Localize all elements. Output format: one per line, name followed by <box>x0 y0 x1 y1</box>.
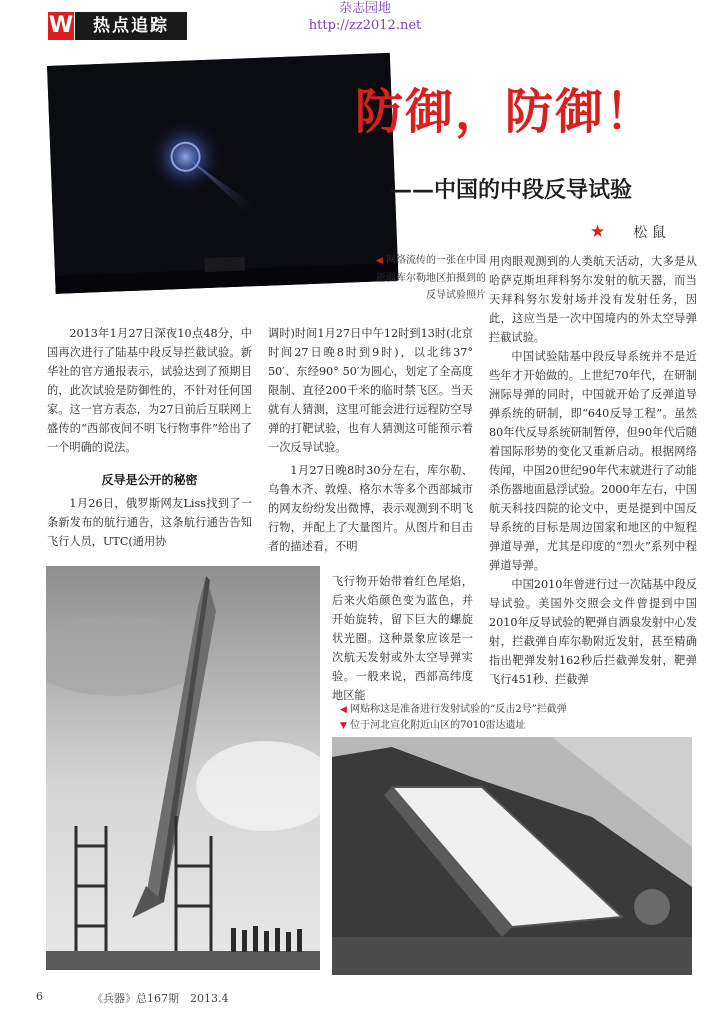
caption-photo1: ◀ 网络流传的一张在中国新疆库尔勒地区拍摄到的反导试验照片 <box>375 255 486 301</box>
column-3 <box>489 252 697 689</box>
caption-photo2: ◀ 网贴称这是准备进行发射试验的“反击2号”拦截弹 <box>340 704 567 715</box>
col2-paragraph-1: 调时)时间1月27日中午12时到13时(北京时间27日晚8时到9时)，以北纬37° 50′、东经90° 50′为圆心，划定了全高度限制、直径200千米的临时禁飞区。当天就有人猜测，这里可能会进行远程防空导弹的打靶试验，也有人猜测这可能预示着一次反导试验。 <box>268 327 473 454</box>
caption-arrow-left-icon: ◀ <box>340 705 347 715</box>
col1-paragraph-2: 1月26日，俄罗斯网友Liss找到了一条新发布的航行通告，这条航行通告告知飞行人员，UTC(通用协 <box>47 497 252 548</box>
source-name: 杂志园地 <box>338 1 391 16</box>
col3-paragraph-2: 中国试验陆基中段反导系统并不是近些年才开始做的。上世纪70年代，在研制洲际导弹的同时，中国就开始了反弹道导弹系统的研制，即“640反导工程”。虽然80年代反导系统研制暂停，但90年代后随着国际形势的变化又重新启动。根据网络传闻，中国20世纪90年代末就进行了动能杀伤器地面悬浮试验。2000年左右，中国航天科技四院的论文中，更是提到中国反导系统的目标是周边国家和地区的中短程弹道导弹，尤其是印度的“烈火”系列中程弹道导弹。 <box>489 350 697 572</box>
missile-photo <box>46 566 320 970</box>
caption-photo3: ▼ 位于河北宣化附近山区的7010雷达遗址 <box>340 720 526 731</box>
star-icon: ★ <box>590 222 606 242</box>
col1-section-heading: 反导是公开的秘密 <box>101 473 198 487</box>
night-sky-photo <box>47 53 398 294</box>
caption-arrow-icon: ◀ <box>375 256 383 266</box>
col1-paragraph-1: 2013年1月27日深夜10点48分，中国再次进行了陆基中段反导拦截试验。新华社的官方通报表示，试验达到了预期目的，此次试验是防御性的，不针对任何国家。这一官方表态，为27日前后互联网上盛传的“西部夜间不明飞行物事件”给出了一个明确的说法。 <box>47 327 252 454</box>
col2-paragraph-2: 1月27日晚8时30分左右，库尔勒、乌鲁木齐、敦煌、格尔木等多个西部城市的网友纷纷发出微博，表示观测到不明飞行物，并配上了大量图片。从图片和目击者的描述看，不明 <box>268 464 473 553</box>
section-badge-name: 热点追踪 <box>75 12 187 40</box>
article-title: 防御，防御！ <box>355 84 656 140</box>
night-sky-image <box>47 53 398 294</box>
page-number: 6 <box>36 990 43 1003</box>
col3-paragraph-3: 中国2010年曾进行过一次陆基中段反导试验。美国外交照会文件曾提到中国2010年反导试验的靶弹自酒泉发射中心发射，拦截弹自库尔勒附近发射，甚至精确指出靶弹发射162秒后拦截弹发射，靶弹飞行451秒、拦截弹 <box>489 578 697 686</box>
column-2-continued <box>332 572 473 705</box>
col2-paragraph-2-cont: 飞行物开始带着红色尾焰，后来火焰颜色变为蓝色，并开始旋转，留下巨大的螺旋状光圈。这种景象应该是一次航天发射或外太空导弹实验。一般来说，西部高纬度地区能 <box>332 575 473 702</box>
col3-paragraph-1: 用肉眼观测到的人类航天活动，大多是从哈萨克斯坦拜科努尔发射的航天器，而当天拜科努尔发射场并没有发射任务，因此，这应当是一次中国境内的外太空导弹拦截试验。 <box>489 255 697 344</box>
section-badge-letter: W <box>48 13 74 38</box>
caption-arrow-down-icon: ▼ <box>340 721 347 731</box>
author-name: 松 鼠 <box>633 225 666 241</box>
article-subtitle: ——中国的中段反导试验 <box>390 178 633 203</box>
column-1 <box>47 324 252 551</box>
issue-info: 《兵器》总167期 2013.4 <box>92 992 229 1005</box>
source-watermark <box>280 0 450 34</box>
author-line <box>590 222 700 242</box>
column-2 <box>268 324 473 556</box>
missile-image <box>46 566 320 970</box>
source-url: http://zz2012.net <box>308 18 422 33</box>
radar-site-image <box>332 737 692 975</box>
radar-site-photo <box>332 737 692 975</box>
